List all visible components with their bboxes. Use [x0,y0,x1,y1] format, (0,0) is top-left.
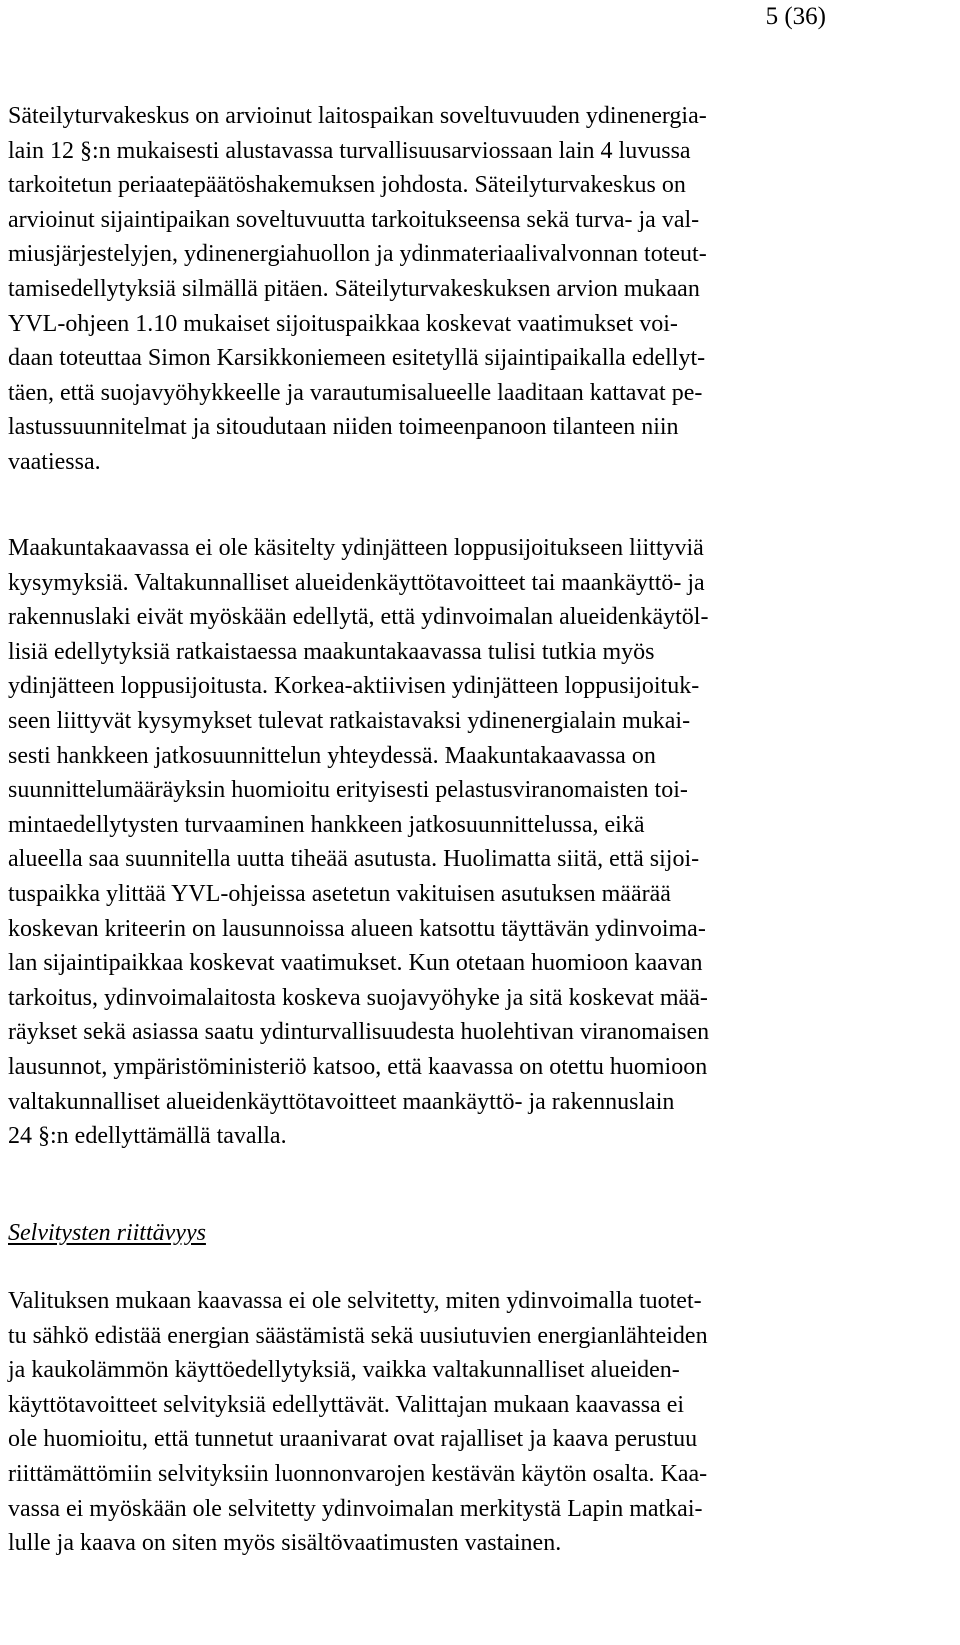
text-line: sesti hankkeen jatkosuunnittelun yhteydessä. Maakuntakaavassa on [8,742,656,769]
text-line: vassa ei myöskään ole selvitetty ydinvoimalan merkitystä Lapin matkai- [8,1495,703,1522]
paragraph-1 [8,99,952,480]
page-number: 5 (36) [765,3,826,30]
text-line: vaatiessa. [8,448,101,475]
text-line: valtakunnalliset alueidenkäyttötavoitteet maankäyttö- ja rakennuslain [8,1088,675,1115]
paragraph-3 [8,1284,952,1561]
text-line: ole huomioitu, että tunnetut uraanivarat ovat rajalliset ja kaava perustuu [8,1426,698,1453]
text-line: rakennuslaki eivät myöskään edellytä, että ydinvoimalan alueidenkäytöl- [8,604,709,631]
text-line: tarkoitetun periaatepäätöshakemuksen johdosta. Säteilyturvakeskus on [8,172,686,199]
text-line: miusjärjestelyjen, ydinenergiahuollon ja ydinmateriaalivalvonnan toteut- [8,241,707,268]
text-line: Valituksen mukaan kaavassa ei ole selvitetty, miten ydinvoimalla tuotet- [8,1288,702,1314]
text-line: tamisedellytyksiä silmällä pitäen. Säteilyturvakeskuksen arvion mukaan [8,275,700,302]
text-line: lain 12 §:n mukaisesti alustavassa turvallisuusarviossaan lain 4 luvussa [8,137,691,164]
text-line: daan toteuttaa Simon Karsikkoniemeen esitetyllä sijaintipaikalla edellyt- [8,345,706,372]
text-line: käyttötavoitteet selvityksiä edellyttävät. Valittajan mukaan kaavassa ei [8,1391,685,1418]
text-line: Säteilyturvakeskus on arvioinut laitospaikan soveltuvuuden ydinenergia- [8,103,707,129]
text-line: riittämättömiin selvityksiin luonnonvarojen kestävän käytön osalta. Kaa- [8,1460,708,1487]
text-line: tarkoitus, ydinvoimalaitosta koskeva suojavyöhyke ja sitä koskevat mää- [8,984,708,1011]
section-heading: Selvitysten riittävyys [8,1220,206,1246]
text-line: koskevan kriteerin on lausunnoissa alueen katsottu täyttävän ydinvoima- [8,915,706,942]
text-line: ydinjätteen loppusijoitusta. Korkea-aktiivisen ydinjätteen loppusijoituk- [8,673,700,700]
text-line: kysymyksiä. Valtakunnalliset alueidenkäyttötavoitteet tai maankäyttö- ja [8,569,705,596]
text-line: mintaedellytysten turvaaminen hankkeen jatkosuunnittelussa, eikä [8,811,645,838]
text-line: Maakuntakaavassa ei ole käsitelty ydinjätteen loppusijoitukseen liittyviä [8,535,704,561]
text-line: ja kaukolämmön käyttöedellytyksiä, vaikka valtakunnalliset alueiden- [8,1357,680,1384]
paragraph-2 [8,531,952,1154]
text-line: tu sähkö edistää energian säästämistä sekä uusiutuvien energianlähteiden [8,1322,708,1349]
text-line: lisiä edellytyksiä ratkaistaessa maakuntakaavassa tulisi tutkia myös [8,638,655,665]
text-line: lulle ja kaava on siten myös sisältövaatimusten vastainen. [8,1530,562,1557]
text-line: arvioinut sijaintipaikan soveltuvuutta tarkoitukseensa sekä turva- ja val- [8,206,700,233]
text-line: täen, että suojavyöhykkeelle ja varautumisalueelle laaditaan kattavat pe- [8,379,703,406]
text-line: lan sijaintipaikkaa koskevat vaatimukset. Kun otetaan huomioon kaavan [8,950,703,977]
text-line: lastussuunnitelmat ja sitoudutaan niiden toimeenpanoon tilanteen niin [8,414,679,441]
text-line: 24 §:n edellyttämällä tavalla. [8,1123,287,1150]
text-line: suunnittelumääräyksin huomioitu erityisesti pelastusviranomaisten toi- [8,777,688,804]
text-line: YVL-ohjeen 1.10 mukaiset sijoituspaikkaa koskevat vaatimukset voi- [8,310,678,337]
text-line: räykset sekä asiassa saatu ydinturvallisuudesta huolehtivan viranomaisen [8,1019,710,1046]
text-line: lausunnot, ympäristöministeriö katsoo, että kaavassa on otettu huomioon [8,1053,708,1080]
text-line: alueella saa suunnitella uutta tiheää asutusta. Huolimatta siitä, että sijoi- [8,846,700,873]
text-line: tuspaikka ylittää YVL-ohjeissa asetetun vakituisen asutuksen määrää [8,880,671,907]
text-line: seen liittyvät kysymykset tulevat ratkaistavaksi ydinenergialain mukai- [8,707,691,734]
